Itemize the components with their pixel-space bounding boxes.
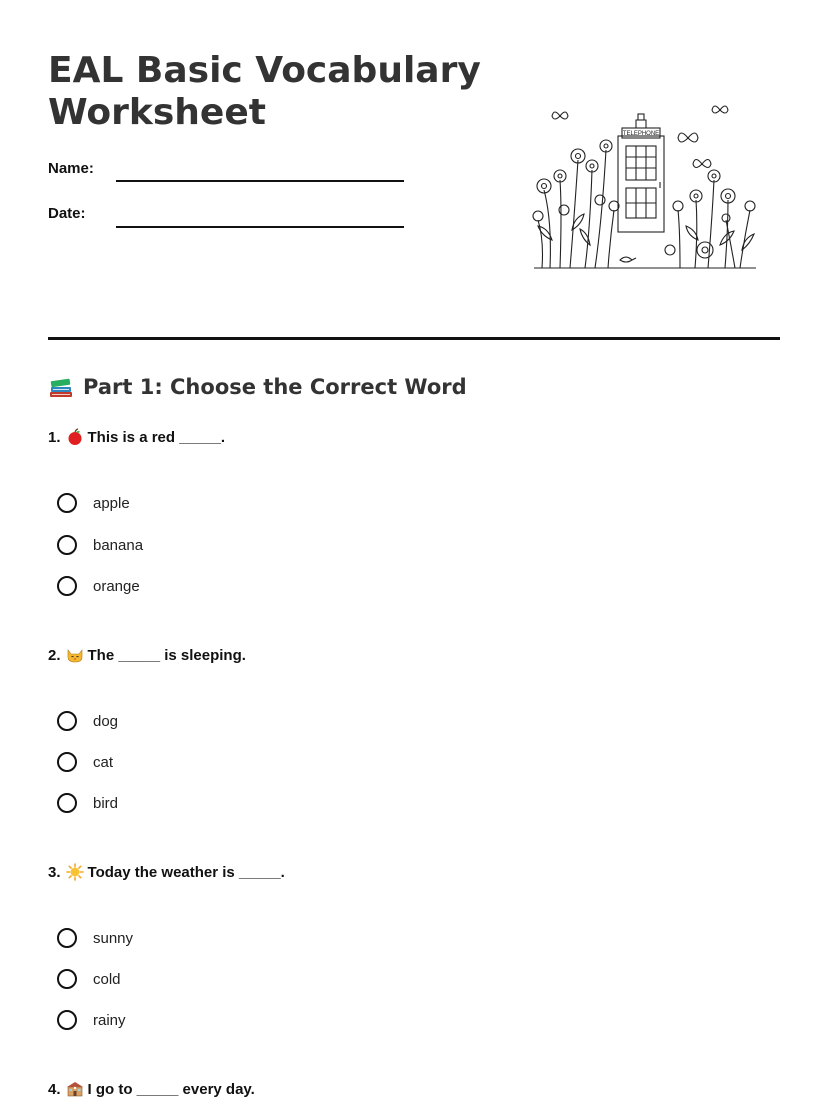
radio-button[interactable] — [57, 535, 77, 555]
date-field-line[interactable] — [116, 226, 404, 228]
question-4 — [48, 1080, 255, 1098]
cat-face-icon — [66, 646, 84, 664]
question-text: The _____ is sleeping. — [87, 646, 246, 664]
question-text: Today the weather is _____. — [87, 863, 285, 881]
school-icon — [66, 1080, 84, 1098]
question-text: This is a red _____. — [87, 428, 226, 446]
question-2 — [48, 646, 246, 664]
question-3-option-2[interactable] — [57, 966, 121, 992]
sun-icon — [66, 863, 84, 881]
name-field-line[interactable] — [116, 180, 404, 182]
question-2-option-2[interactable] — [57, 749, 113, 775]
option-label: cold — [93, 970, 121, 988]
radio-button[interactable] — [57, 928, 77, 948]
option-label: banana — [93, 536, 144, 554]
option-label: sunny — [93, 929, 134, 947]
worksheet-title: EAL Basic Vocabulary Worksheet — [48, 50, 481, 133]
radio-button[interactable] — [57, 493, 77, 513]
name-label: Name: — [48, 160, 94, 177]
question-2-option-1[interactable] — [57, 708, 118, 734]
part-1-heading — [48, 374, 467, 400]
question-1-option-1[interactable] — [57, 490, 130, 516]
question-number: 2. — [48, 646, 61, 664]
part-1-title: Part 1: Choose the Correct Word — [83, 375, 467, 399]
question-3 — [48, 863, 285, 881]
telephone-box-flowers-illustration — [530, 100, 760, 272]
radio-button[interactable] — [57, 752, 77, 772]
radio-button[interactable] — [57, 969, 77, 989]
section-divider — [48, 337, 780, 340]
question-3-option-3[interactable] — [57, 1007, 126, 1033]
date-label: Date: — [48, 205, 86, 222]
option-label: bird — [93, 794, 119, 812]
question-1-option-3[interactable] — [57, 573, 140, 599]
option-label: rainy — [93, 1011, 126, 1029]
radio-button[interactable] — [57, 711, 77, 731]
question-1 — [48, 428, 225, 446]
question-1-option-2[interactable] — [57, 532, 143, 558]
option-label: orange — [93, 577, 140, 595]
question-3-option-1[interactable] — [57, 925, 133, 951]
question-number: 3. — [48, 863, 61, 881]
question-text: I go to _____ every day. — [87, 1080, 255, 1098]
question-number: 1. — [48, 428, 61, 446]
radio-button[interactable] — [57, 1010, 77, 1030]
radio-button[interactable] — [57, 576, 77, 596]
option-label: apple — [93, 494, 130, 512]
apple-icon — [66, 428, 84, 446]
books-icon — [48, 374, 74, 400]
question-number: 4. — [48, 1080, 61, 1098]
question-2-option-3[interactable] — [57, 790, 118, 816]
option-label: dog — [93, 712, 119, 730]
radio-button[interactable] — [57, 793, 77, 813]
telephone-sign-text: TELEPHONE — [622, 131, 660, 137]
option-label: cat — [93, 753, 114, 771]
